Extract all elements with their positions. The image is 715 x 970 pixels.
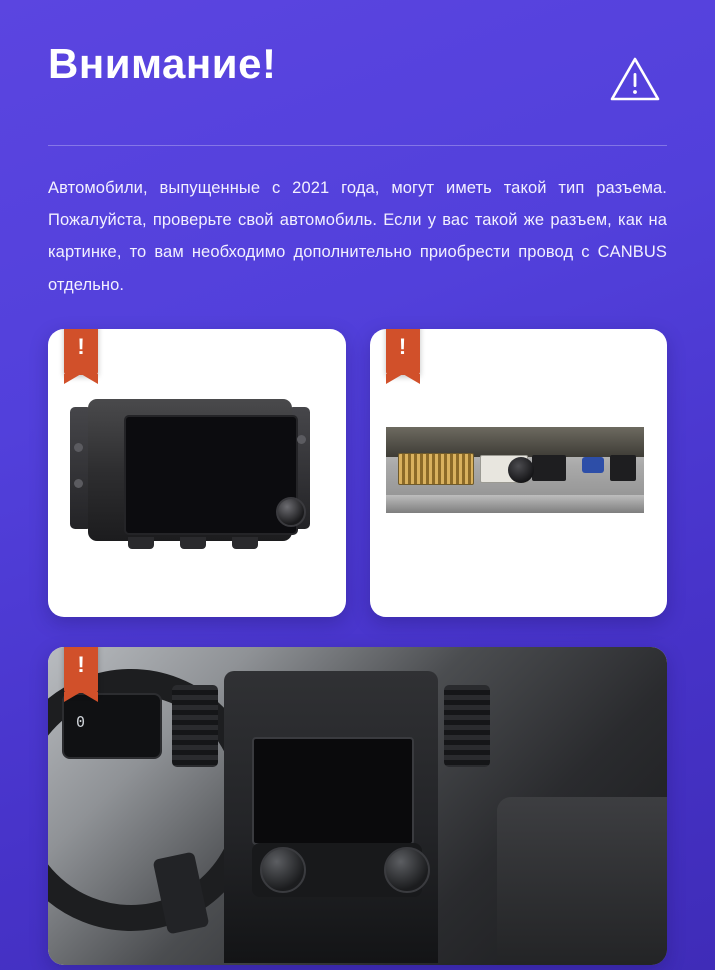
dashboard-photo: 0 <box>48 647 667 965</box>
exclamation-flag-icon: ! <box>64 647 98 693</box>
header-divider <box>48 145 667 146</box>
card-connector-board <box>370 329 668 617</box>
exclamation-flag-icon: ! <box>64 329 98 375</box>
card-head-unit <box>48 329 346 617</box>
notice-text: Автомобили, выпущенные с 2021 года, могут иметь такой тип разъема. Пожалуйста, проверьте свой автомобиль. Если у вас такой же разъем, как на картинке, то вам необходимо дополнительно приобрести провод с CANBUS отдельно. <box>48 179 667 294</box>
image-cards-row <box>48 329 667 617</box>
page-title: Внимание! <box>48 40 277 87</box>
warning-triangle-icon <box>609 54 661 109</box>
card-dashboard <box>48 647 667 965</box>
exclamation-flag-icon: ! <box>386 329 420 375</box>
page-header <box>48 0 667 109</box>
